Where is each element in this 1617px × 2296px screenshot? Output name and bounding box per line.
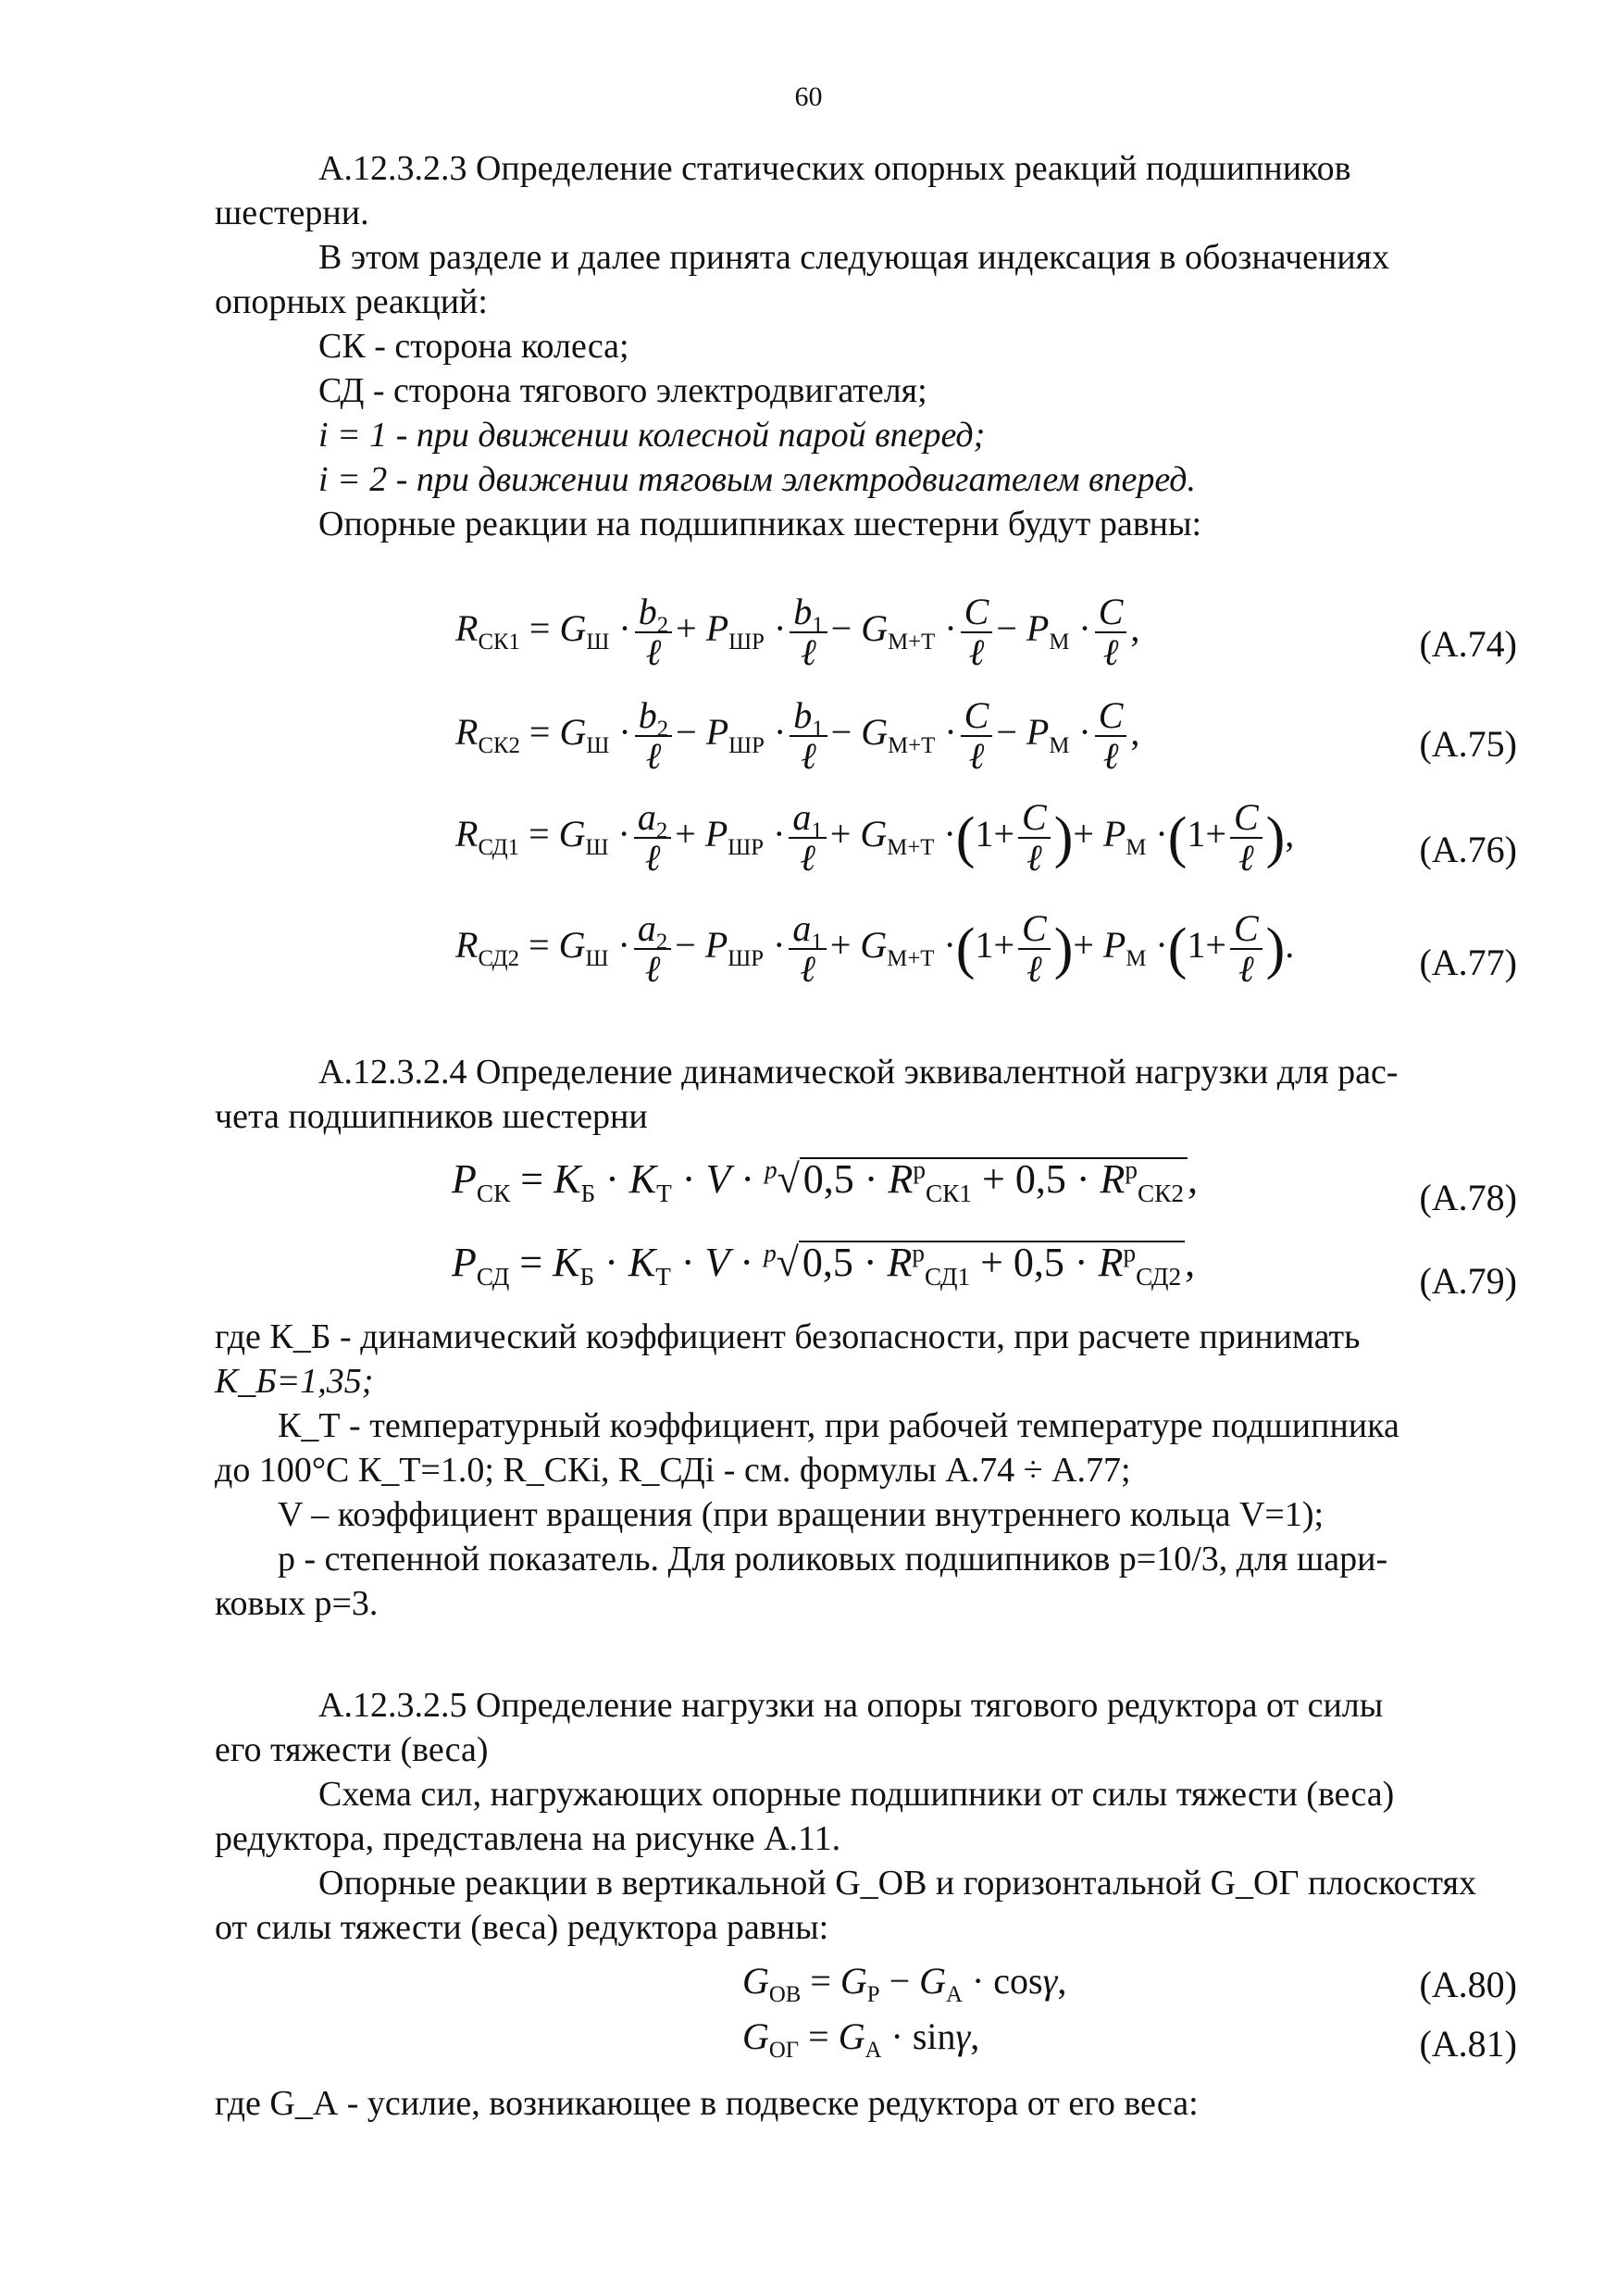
section-b-heading-line1: А.12.3.2.4 Определение динамической эквивалентной нагрузки для рас- [318,1053,1399,1092]
where-kb-line2: К_Б=1,35; [215,1362,374,1401]
section-c-p1-line2: редуктора, представлена на рисунке А.11. [215,1819,841,1858]
page-number: 60 [794,81,823,112]
section-c-p1-line1: Схема сил, нагружающих опорные подшипники от силы тяжести (веса) [318,1775,1395,1814]
equation-label: (А.76) [1419,829,1517,870]
reactions-intro: Опорные реакции на подшипниках шестерни будут равны: [318,505,1202,543]
list-item: i = 1 - при движении колесной парой вперед; [318,416,986,455]
equation-label: (А.81) [1419,2023,1517,2065]
equation-label: (А.80) [1419,1964,1517,2005]
where-p-line2: ковых p=3. [215,1584,379,1623]
equation-label: (А.74) [1419,623,1517,665]
section-c-p2-line1: Опорные реакции в вертикальной G_ОВ и горизонтальной G_ОГ плоскостях [318,1864,1476,1903]
where-kt-line1: К_Т - температурный коэффициент, при рабочей температуре подшипника [278,1406,1399,1445]
section-a-intro-line1: В этом разделе и далее принята следующая индексация в обозначениях [318,238,1390,277]
where-v-line: V – коэффициент вращения (при вращении внутреннего кольца V=1); [278,1495,1325,1534]
section-c-heading-line2: его тяжести (веса) [215,1730,489,1769]
list-item: СД - сторона тягового электродвигателя; [318,371,927,410]
equation-a81: $G_{ОГ} = G_А \cdot \sin\gamma$, [742,2015,980,2063]
where-kt-line2: до 100°С К_Т=1.0; R_СКi, R_СДi - см. формулы А.74 ÷ А.77; [215,1451,1131,1490]
equation-label: (А.77) [1419,942,1517,983]
where-kb-line1: где К_Б - динамический коэффициент безопасности, при расчете принимать [215,1317,1361,1356]
equation-a80: $G_{ОВ} = G_Р - G_А \cdot \cos\gamma$, [742,1960,1067,2007]
list-item: СК - сторона колеса; [318,327,629,366]
equation-a78: $P_{СК} = K_Б \cdot K_Т \cdot V \cdot ^p√0,5 \cdot R^p_{СК1} + 0,5 \cdot R^p_{СК2}$, [452,1155,1199,1207]
equation-a77: $R_{СД2} = G_Ш$ · $\frac{a_2}{\text{ℓ}}$ − $P_{ШР}$ · $\frac{a_1}{\text{ℓ}}$ + $G_{М+Т} \cdot(1+$ $\frac{C}{\text{ℓ}}$ )+ $P_М \cdot(1+$ $\frac{C}{\text{ℓ}}$ ). [455,907,1295,990]
section-b-heading-line2: чета подшипников шестерни [215,1097,648,1136]
equation-label: (А.79) [1419,1260,1517,1302]
equation-label: (А.75) [1419,723,1517,765]
where-ga-line: где G_А - усилие, возникающее в подвеске редуктора от его веса: [215,2084,1199,2123]
equation-a75: $R_{СК2} = G_Ш$ · $\frac{b_2}{\text{ℓ}}$ − $P_{ШР}$ · $\frac{b_1}{\text{ℓ}}$ − $G_{М+Т}$ · $\frac{C}{\text{ℓ}}$ − $P_М$ · $\frac{C}{\text{ℓ}}$ , [455,694,1140,777]
equation-a76: $R_{СД1} = G_Ш$ · $\frac{a_2}{\text{ℓ}}$ + $P_{ШР}$ · $\frac{a_1}{\text{ℓ}}$ + $G_{М+Т} \cdot(1+$ $\frac{C}{\text{ℓ}}$ )+ $P_М \cdot(1+$ $\frac{C}{\text{ℓ}}$ ), [455,796,1295,879]
section-a-intro-line2: опорных реакций: [215,282,488,321]
section-a-heading-line1: А.12.3.2.3 Определение статических опорных реакций подшипников [318,149,1351,188]
where-p-line1: p - степенной показатель. Для роликовых подшипников p=10/3, для шари- [278,1540,1388,1578]
equation-a79: $P_{СД} = K_Б \cdot K_Т \cdot V \cdot ^p√0,5 \cdot R^p_{СД1} + 0,5 \cdot R^p_{СД2}$, [452,1239,1196,1291]
section-c-heading-line1: А.12.3.2.5 Определение нагрузки на опоры тягового редуктора от силы [318,1686,1384,1725]
equation-label: (А.78) [1419,1177,1517,1218]
equation-a74: $R_{СК1} = G_Ш$ · $\frac{b_2}{\text{ℓ}}$ + $P_{ШР}$ · $\frac{b_1}{\text{ℓ}}$ − $G_{М+Т}$ · $\frac{C}{\text{ℓ}}$ − $P_М$ · $\frac{C}{\text{ℓ}}$ , [455,591,1140,673]
section-a-heading-line2: шестерни. [215,193,369,232]
list-item: i = 2 - при движении тяговым электродвигателем вперед. [318,460,1197,499]
section-c-p2-line2: от силы тяжести (веса) редуктора равны: [215,1908,829,1947]
